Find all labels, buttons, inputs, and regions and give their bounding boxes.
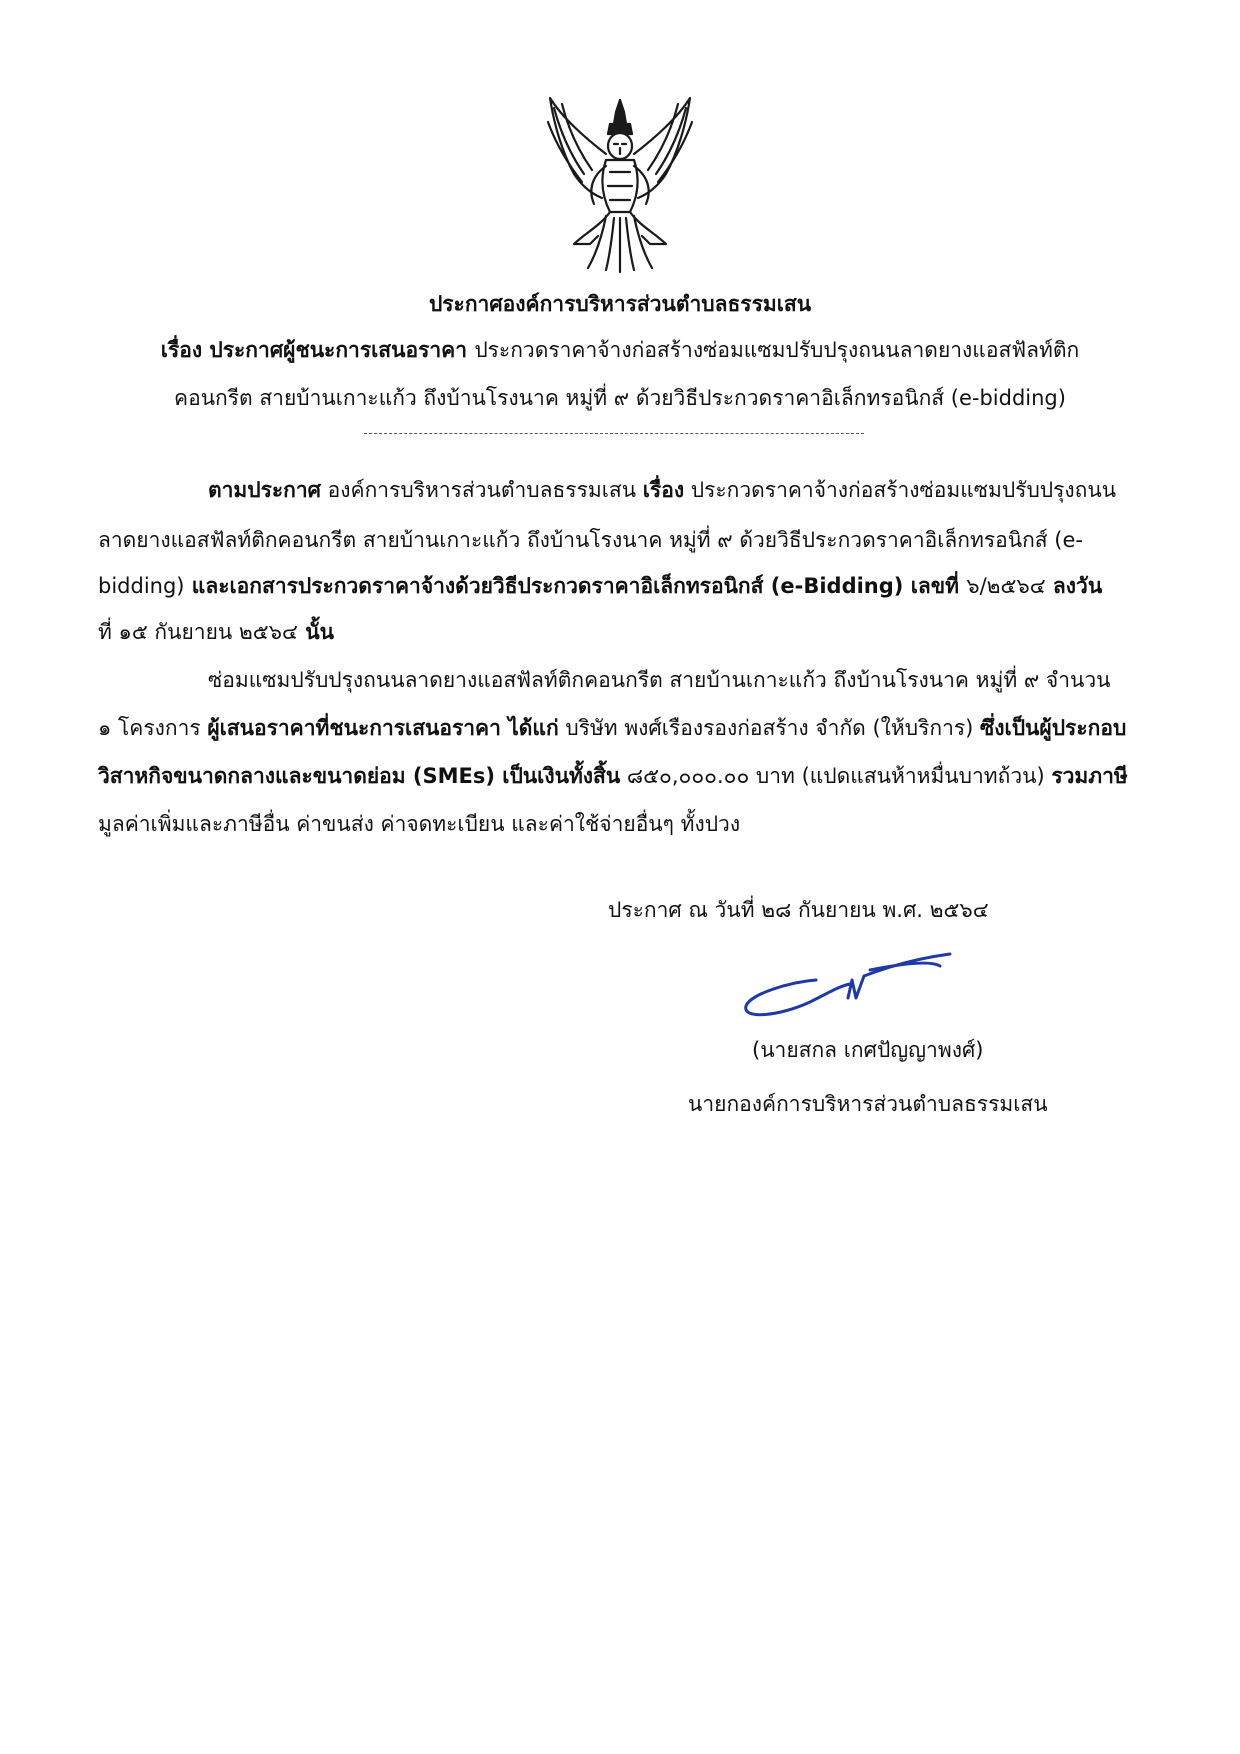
p1-date-prefix: ที่	[98, 620, 119, 644]
handwritten-signature-icon	[740, 946, 960, 1026]
p2-company: บริษัท พงศ์เรืองรองก่อสร้าง จำกัด (ให้บริการ)	[558, 716, 981, 740]
p1-end: นั้น	[297, 620, 334, 644]
header-divider	[364, 433, 864, 434]
p2-amount: ๘๕๐,๐๐๐.๐๐ บาท (แปดแสนห้าหมื่นบาทถ้วน)	[620, 764, 1052, 788]
signer-position: นายกองค์การบริหารส่วนตำบลธรรมเสน	[688, 1092, 1048, 1116]
p1-date: ๑๕ กันยายน ๒๕๖๔	[118, 620, 298, 644]
subject-rest-text: ประกวดราคาจ้างก่อสร้างซ่อมแซมปรับปรุงถนนลาดยางแอสฟัลท์ติก	[474, 338, 1080, 362]
subject-bold-text: ประกาศผู้ชนะการเสนอราคา	[209, 338, 467, 362]
garuda-emblem-icon	[540, 94, 700, 274]
p2-vat-label: รวมภาษี	[1051, 764, 1128, 788]
p2-operator-label: ซึ่งเป็นผู้ประกอบ	[980, 716, 1127, 740]
p1-dated: ลงวัน	[1045, 574, 1103, 598]
p2-winner-label: ผู้เสนอราคาที่ชนะการเสนอราคา ได้แก่	[207, 716, 559, 740]
subject-label: เรื่อง	[160, 338, 203, 362]
announcement-date: ประกาศ ณ วันที่ ๒๘ กันยายน พ.ศ. ๒๕๖๔	[608, 898, 989, 922]
paragraph2-line2	[98, 712, 1126, 745]
p1-ref-label: ตามประกาศ	[208, 478, 321, 502]
paragraph1-line3	[98, 570, 1102, 603]
paragraph1-line2: ลาดยางแอสฟัลท์ติกคอนกรีต สายบ้านเกาะแก้ว ถึงบ้านโรงนาค หมู่ที่ ๙ ด้วยวิธีประกวดราคาอิเล็กทรอนิกส์ (e-	[98, 528, 1083, 552]
paragraph2-line3	[98, 760, 1128, 793]
subject-line-2: คอนกรีต สายบ้านเกาะแก้ว ถึงบ้านโรงนาค หมู่ที่ ๙ ด้วยวิธีประกวดราคาอิเล็กทรอนิกส์ (e-bidding)	[174, 386, 1066, 410]
signer-name: (นายสกล เกศปัญญาพงศ์)	[752, 1038, 984, 1062]
p1-ref-subject-label: เรื่อง	[642, 478, 685, 502]
paragraph1-line1	[208, 474, 1116, 507]
p1-doc-ref: และเอกสารประกวดราคาจ้างด้วยวิธีประกวดราคาอิเล็กทรอนิกส์ (e-Bidding) เลขที่	[184, 574, 967, 598]
org-announcement-title: ประกาศองค์การบริหารส่วนตำบลธรรมเสน	[428, 292, 812, 316]
paragraph1-line4	[98, 616, 334, 649]
paragraph2-line1: ซ่อมแซมปรับปรุงถนนลาดยางแอสฟัลท์ติกคอนกรีต สายบ้านเกาะแก้ว ถึงบ้านโรงนาค หมู่ที่ ๙ จำนวน	[208, 668, 1111, 692]
p1-ref-org: องค์การบริหารส่วนตำบลธรรมเสน	[321, 478, 643, 502]
p1-ref-subject: ประกวดราคาจ้างก่อสร้างซ่อมแซมปรับปรุงถนน	[684, 478, 1117, 502]
p1-ebidding: bidding)	[98, 574, 185, 598]
paragraph2-line4: มูลค่าเพิ่มและภาษีอื่น ค่าขนส่ง ค่าจดทะเบียน และค่าใช้จ่ายอื่นๆ ทั้งปวง	[98, 812, 741, 836]
subject-line-1	[0, 334, 1240, 367]
p2-sme-amount-label: วิสาหกิจขนาดกลางและขนาดย่อม (SMEs) เป็นเงินทั้งสิ้น	[98, 764, 621, 788]
p2-project-count: ๑ โครงการ	[98, 716, 208, 740]
p1-doc-number: ๖/๒๕๖๔	[966, 574, 1046, 598]
